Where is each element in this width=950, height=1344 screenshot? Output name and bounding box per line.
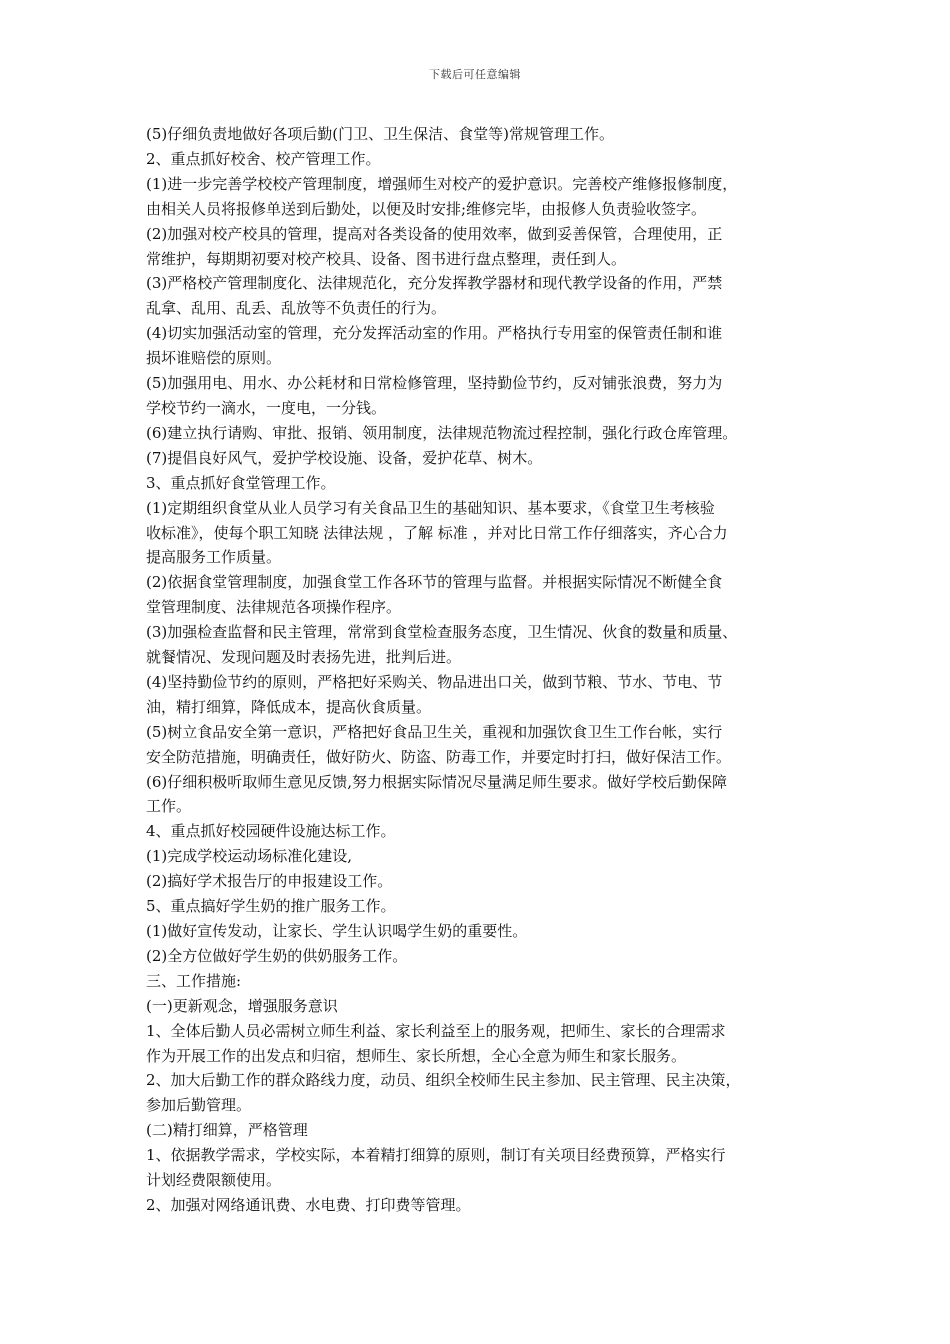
- text-line: (1)进一步完善学校校产管理制度，增强师生对校产的爱护意识。完善校产维修报修制度，: [146, 174, 738, 193]
- text-line: (2)加强对校产校具的管理，提高对各类设备的使用效率，做到妥善保管，合理使用，正: [146, 224, 723, 243]
- text-line: (7)提倡良好风气，爱护学校设施、设备，爱护花草、树木。: [146, 448, 543, 467]
- text-line: 损坏谁赔偿的原则。: [146, 349, 282, 368]
- text-line: (5)加强用电、用水、办公耗材和日常检修管理，坚持勤俭节约，反对铺张浪费，努力为: [146, 374, 723, 393]
- text-line: 由相关人员将报修单送到后勤处，以便及时安排;维修完毕，由报修人负责验收签字。: [146, 199, 707, 218]
- text-line: 乱拿、乱用、乱丢、乱放等不负责任的行为。: [146, 299, 447, 318]
- text-line: 计划经费限额使用。: [146, 1171, 282, 1190]
- text-line: 2、重点抓好校舍、校产管理工作。: [146, 149, 381, 168]
- text-line: (5)仔细负责地做好各项后勤(门卫、卫生保洁、食堂等)常规管理工作。: [146, 125, 614, 143]
- text-line: 安全防范措施，明确责任，做好防火、防盗、防毒工作，并要定时打扫，做好保洁工作。: [146, 747, 732, 766]
- text-line: 学校节约一滴水，一度电，一分钱。: [146, 398, 387, 417]
- text-line: (5)树立食品安全第一意识，严格把好食品卫生关，重视和加强饮食卫生工作台帐，实行: [146, 722, 723, 741]
- text-line: 3、重点抓好食堂管理工作。: [146, 473, 336, 492]
- text-line: (6)建立执行请购、审批、报销、领用制度，法律规范物流过程控制，强化行政仓库管理。: [146, 423, 738, 442]
- body-text: [146, 122, 814, 1218]
- document-body: [146, 122, 814, 1218]
- text-line: 收标准》，使每个职工知晓 法律法规 ，了解 标准 ，并对比日常工作仔细落实，齐心合力: [146, 523, 728, 542]
- text-line: (4)切实加强活动室的管理，充分发挥活动室的作用。严格执行专用室的保管责任制和谁: [146, 324, 723, 343]
- text-line: 常维护，每期期初要对校产校具、设备、图书进行盘点整理，责任到人。: [146, 249, 627, 268]
- text-line: 作为开展工作的出发点和归宿，想师生、家长所想，全心全意为师生和家长服务。: [146, 1046, 687, 1065]
- text-line: 5、重点搞好学生奶的推广服务工作。: [146, 897, 396, 916]
- text-line: (2)依据食堂管理制度，加强食堂工作各环节的管理与监督。并根据实际情况不断健全食: [146, 573, 723, 592]
- text-line: 1、依据教学需求，学校实际，本着精打细算的原则，制订有关项目经费预算，严格实行: [146, 1146, 726, 1165]
- text-line: (2)搞好学术报告厅的申报建设工作。: [146, 872, 393, 891]
- text-line: (二)精打细算，严格管理: [146, 1121, 308, 1140]
- text-line: 4、重点抓好校园硬件设施达标工作。: [146, 822, 396, 841]
- text-line: (一)更新观念，增强服务意识: [146, 996, 338, 1015]
- text-line: 就餐情况、发现问题及时表扬先进，批判后进。: [146, 648, 462, 667]
- text-line: 油，精打细算，降低成本，提高伙食质量。: [146, 697, 432, 716]
- text-line: 1、全体后勤人员必需树立师生利益、家长利益至上的服务观，把师生、家长的合理需求: [146, 1021, 726, 1040]
- text-line: (6)仔细积极听取师生意见反馈,努力根据实际情况尽量满足师生要求。做好学校后勤保障: [146, 772, 728, 791]
- text-line: (2)全方位做好学生奶的供奶服务工作。: [146, 946, 408, 965]
- text-line: (1)完成学校运动场标准化建设,: [146, 847, 353, 866]
- text-line: 堂管理制度、法律规范各项操作程序。: [146, 598, 402, 617]
- text-line: 2、加大后勤工作的群众路线力度，动员、组织全校师生民主参加、民主管理、民主决策，: [146, 1071, 741, 1090]
- text-line: (1)做好宣传发动，让家长、学生认识喝学生奶的重要性。: [146, 922, 528, 940]
- text-line: (3)严格校产管理制度化、法律规范化，充分发挥教学器材和现代教学设备的作用，严禁: [146, 274, 723, 293]
- text-line: 2、加强对网络通讯费、水电费、打印费等管理。: [146, 1195, 471, 1214]
- page-header: 下载后可任意编辑: [429, 68, 521, 81]
- text-line: (3)加强检查监督和民主管理，常常到食堂检查服务态度，卫生情况、伙食的数量和质量、: [146, 623, 738, 642]
- text-line: 三、工作措施:: [146, 971, 242, 990]
- text-line: 参加后勤管理。: [146, 1096, 252, 1115]
- text-line: (1)定期组织食堂从业人员学习有关食品卫生的基础知识、基本要求，《食堂卫生考核验: [146, 498, 715, 517]
- text-line: (4)坚持勤俭节约的原则，严格把好采购关、物品进出口关，做到节粮、节水、节电、节: [146, 672, 723, 691]
- text-line: 提高服务工作质量。: [146, 548, 282, 567]
- text-line: 工作。: [146, 797, 192, 816]
